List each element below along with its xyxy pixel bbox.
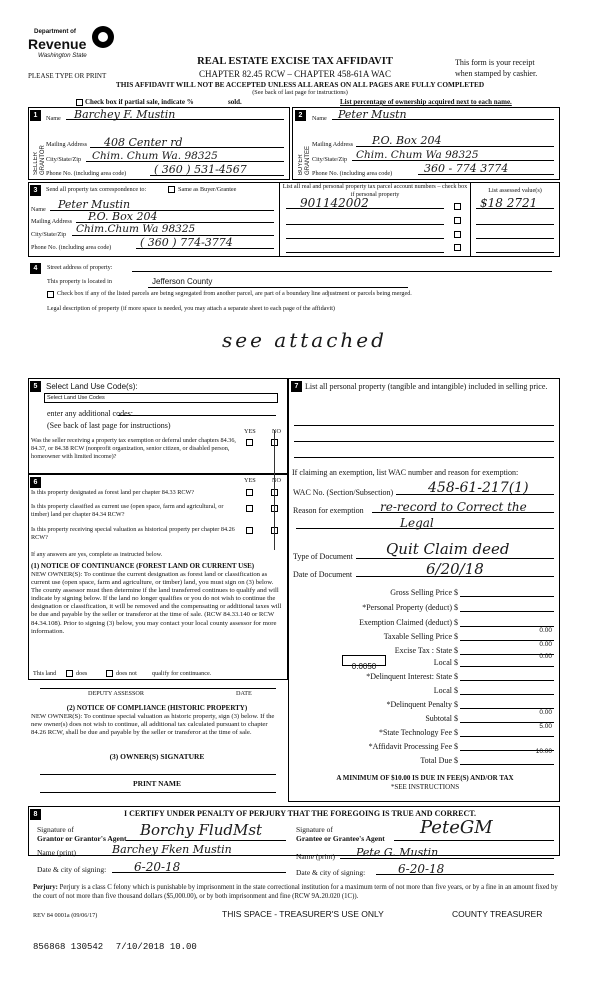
seller-phone-label: Phone No. (including area code) [46, 170, 127, 177]
gross-price-label: Gross Selling Price $ [390, 588, 458, 597]
seller-city[interactable]: Chim. Chum Wa. 98325 [92, 150, 218, 162]
additional-codes-line[interactable] [118, 405, 276, 416]
assessed-line-4 [476, 242, 554, 253]
excise-state-label: Excise Tax : State $ [394, 646, 458, 655]
perjury-note [33, 884, 558, 901]
notice-compliance-text: NEW OWNER(S): To continue special valuation as historic property, sign (3) below. If the new owner(s) does not wish to continue, all additional tax calculated pursuant to chapter 84.26 RCW, shall be due and payable by the seller or transferor at the time of sale. [31, 713, 275, 737]
receipt-note2: when stamped by cashier. [455, 69, 538, 78]
grantee-name-label: Name (print) [296, 852, 335, 861]
gross-price-line[interactable] [460, 586, 554, 597]
wac-label: WAC No. (Section/Subsection) [293, 488, 394, 497]
exemption-question: Was the seller receiving a property tax exemption or deferral under chapters 84.36, 84.37, or 84.38 RCW (nonprofit organization, senior citizen, or disabled person, homeowner with limited income)? [31, 437, 236, 460]
seller-phone[interactable]: ( 360 ) 531-4567 [154, 163, 247, 176]
same-as-buyer-label: Same as Buyer/Grantee [178, 186, 237, 193]
print-name-label: PRINT NAME [133, 779, 181, 788]
corr-city[interactable]: Chim.Chum Wa 98325 [76, 223, 196, 235]
grantee-date-label: Date & city of signing: [296, 868, 366, 877]
grantee-sig-label-2: Grantee or Grantee's Agent [296, 834, 385, 843]
section-4-badge: 4 [30, 263, 41, 274]
buyer-address[interactable]: P.O. Box 204 [372, 134, 442, 147]
forest-yes-checkbox[interactable] [246, 489, 253, 496]
does-not-checkbox[interactable] [106, 670, 113, 677]
parcel-line-2 [286, 214, 444, 225]
owner-signature-label: (3) OWNER(S) SIGNATURE [109, 752, 205, 761]
assessed-value-1[interactable]: $18 2721 [480, 196, 538, 210]
parcel-header: List all real and personal property tax parcel account numbers – check box if personal property [282, 183, 468, 198]
parcel-line-3 [286, 228, 444, 239]
buyer-side-label: BUYER GRANTEE [298, 145, 311, 175]
land-use-select[interactable] [44, 393, 278, 403]
reason-label: Reason for exemption [293, 506, 364, 515]
local-rate: 0.0050 [351, 662, 377, 671]
exemption-claimed-line[interactable] [460, 616, 554, 627]
local-value: 0.00 [539, 653, 552, 660]
qualify-label: qualify for continuance. [152, 670, 212, 677]
grantor-name-label: Name (print) [37, 848, 76, 857]
doc-date-label: Date of Document [293, 570, 353, 579]
corr-name[interactable]: Peter Mustin [58, 198, 131, 211]
grantor-date[interactable]: 6-20-18 [134, 860, 181, 874]
current-use-yes-checkbox[interactable] [246, 505, 253, 512]
historic-question: Is this property receiving special valuation as historical property per chapter 84.26 RCW? [31, 526, 235, 541]
legal-description[interactable]: see attached [222, 328, 387, 352]
section-1-badge: 1 [30, 110, 41, 121]
see-back-5: (See back of last page for instructions) [47, 421, 171, 430]
county-name: Jefferson County [152, 277, 213, 286]
wac-number[interactable]: 458-61-217(1) [428, 480, 529, 496]
personal-property-checkbox-4[interactable] [454, 244, 461, 251]
personal-property-label: List all personal property (tangible and intangible) included in selling price. [305, 382, 548, 391]
forest-question: Is this property designated as forest land per chapter 84.33 RCW? [31, 489, 195, 496]
grantor-signature: Borchy FludMst [140, 821, 263, 839]
personal-property-deduct-line[interactable] [460, 601, 554, 612]
see-back-header: (See back of last page for instructions) [252, 89, 348, 96]
see-instructions: *SEE INSTRUCTIONS [390, 783, 460, 791]
perjury-bold: Perjury: [33, 884, 58, 891]
taxable-price-value: 0.00 [539, 627, 552, 634]
grantee-name[interactable]: Pete G. Mustin [356, 846, 439, 859]
grantor-sig-label-2: Grantor or Grantor's Agent [37, 834, 127, 843]
section-2-badge: 2 [295, 110, 306, 121]
rev-number: REV 84 0001a (09/06/17) [33, 912, 98, 919]
doc-date[interactable]: 6/20/18 [426, 560, 484, 578]
form-title: REAL ESTATE EXCISE TAX AFFIDAVIT [197, 56, 393, 67]
local-rate-box [342, 655, 386, 671]
buyer-phone-label: Phone No. (including area code) [312, 170, 393, 177]
local-label: Local $ [433, 658, 458, 667]
personal-property-checkbox-1[interactable] [454, 203, 461, 210]
seller-name-label: Name [46, 115, 61, 122]
grantee-signature: PeteGM [420, 817, 493, 838]
section-5-badge: 5 [30, 381, 41, 392]
ownership-note: List percentage of ownership acquired next to each name. [340, 98, 512, 106]
owner-signature-line[interactable] [40, 774, 276, 775]
send-correspondence-label: Send all property tax correspondence to: [46, 186, 147, 193]
seller-side-label: SELLER GRANTOR [33, 145, 46, 175]
if-yes-note: If any answers are yes, complete as instructed below. [31, 551, 163, 558]
corr-address-label: Mailing Address [31, 218, 73, 225]
grantee-date[interactable]: 6-20-18 [398, 862, 445, 876]
subtotal-value: 0.00 [539, 709, 552, 716]
personal-property-checkbox-2[interactable] [454, 217, 461, 224]
exemption-yes-checkbox[interactable] [246, 439, 253, 446]
dept-line2: Revenue [28, 36, 87, 52]
delinquent-local-label: Local $ [433, 686, 458, 695]
this-land-label: This land [33, 670, 57, 677]
assessed-header: List assessed value(s) [488, 187, 542, 194]
treasurer-use: THIS SPACE - TREASURER'S USE ONLY [222, 909, 384, 919]
corr-phone-label: Phone No. (including area code) [31, 244, 112, 251]
county-treasurer: COUNTY TREASURER [452, 909, 543, 919]
total-due-line [460, 754, 554, 765]
section-3-badge: 3 [30, 185, 41, 196]
deputy-signature-line [40, 688, 276, 689]
buyer-name[interactable]: Peter Mustn [338, 108, 407, 121]
section-6-badge: 6 [30, 477, 41, 488]
warning: THIS AFFIDAVIT WILL NOT BE ACCEPTED UNLESS ALL AREAS ON ALL PAGES ARE FULLY COMPLETED [115, 80, 485, 89]
does-not-label: does not [116, 670, 137, 677]
seller-address[interactable]: 408 Center rd [104, 136, 183, 149]
does-label: does [76, 670, 88, 677]
segregated-checkbox[interactable] [47, 291, 54, 298]
seller-address-label: Mailing Address [46, 141, 88, 148]
parcel-number-1[interactable]: 901142002 [300, 196, 369, 210]
assessed-line-2 [476, 214, 554, 225]
affidavit-fee-label: *Affidavit Processing Fee $ [368, 742, 458, 751]
dept-line1: Department of [34, 28, 76, 35]
land-use-select-text: Select Land Use Codes [47, 395, 105, 401]
seller-name[interactable]: Barchey F. Mustin [74, 108, 176, 121]
does-checkbox[interactable] [66, 670, 73, 677]
buyer-name-label: Name [312, 115, 327, 122]
doc-type[interactable]: Quit Claim deed [386, 540, 510, 558]
minimum-note: A MINIMUM OF $10.00 IS DUE IN FEE(S) AND/OR TAX [336, 774, 514, 782]
no-column-mark [274, 430, 275, 550]
legal-description-label: Legal description of property (if more space is needed, you may attach a separate sheet to each page of the affidavit) [47, 305, 335, 312]
cashier-receipt-stamp: 856868 130542 7/10/2018 10.00 [33, 942, 205, 952]
perjury-text: Perjury is a class C felony which is punishable by imprisonment in the state correctional institution for a maximum term of not more than five years, or by a fine in an amount fixed by the court of not more than five thousand dollars ($5,000.00), or by both imprisonment and fine (RCW 9A.20.020 (1C)). [33, 884, 558, 900]
dept-line3: Washington State [38, 52, 87, 59]
notice-compliance-title: (2) NOTICE OF COMPLIANCE (HISTORIC PROPERTY) [66, 704, 248, 712]
segregated-label: Check box if any of the listed parcels are being segregated from another parcel, are part of a boundary line adjustment or parcels being merged. [57, 290, 412, 297]
personal-property-checkbox-3[interactable] [454, 231, 461, 238]
reason-text-2[interactable]: Legal [400, 516, 434, 530]
additional-codes-label: enter any additional codes: [47, 409, 133, 418]
notice-continuance-title: (1) NOTICE OF CONTINUANCE (FOREST LAND OR CURRENT USE) [31, 562, 255, 570]
tech-fee-value: 5.00 [539, 723, 552, 730]
total-due-label: Total Due $ [420, 756, 458, 765]
tech-fee-label: *State Technology Fee $ [378, 728, 458, 737]
delinquent-penalty-line[interactable] [460, 698, 554, 709]
buyer-city[interactable]: Chim. Chum Wa 98325 [356, 149, 479, 161]
buyer-city-label: City/State/Zip [312, 156, 348, 163]
section-7-badge: 7 [291, 381, 302, 392]
yes-label-6: YES [244, 477, 256, 484]
county-line [148, 277, 408, 288]
excise-state-value: 0.00 [539, 641, 552, 648]
certify-statement: I CERTIFY UNDER PENALTY OF PERJURY THAT THE FOREGOING IS TRUE AND CORRECT. [123, 809, 476, 818]
delinquent-local-line[interactable] [460, 684, 554, 695]
personal-property-deduct-label: *Personal Property (deduct) $ [362, 603, 458, 612]
buyer-address-label: Mailing Address [312, 141, 354, 148]
corr-phone[interactable]: ( 360 ) 774-3774 [140, 236, 233, 249]
grantor-sig-label-1: Signature of [37, 825, 74, 834]
section-8-badge: 8 [30, 809, 41, 820]
corr-address[interactable]: P.O. Box 204 [88, 210, 158, 223]
exemption-instruction: If claiming an exemption, list WAC number and reason for exemption: [292, 468, 519, 477]
deputy-assessor-label: DEPUTY ASSESSOR [88, 690, 144, 697]
street-address-label: Street address of property: [47, 264, 113, 271]
partial-sale-label: Check box if partial sale, indicate % [85, 98, 194, 106]
total-due-value: 10.00 [535, 748, 552, 755]
doc-type-label: Type of Document [293, 552, 353, 561]
same-as-buyer-checkbox[interactable] [168, 186, 175, 193]
corr-city-label: City/State/Zip [31, 231, 67, 238]
grantor-date-label: Date & city of signing: [37, 865, 107, 874]
delinquent-interest-line[interactable] [460, 670, 554, 681]
buyer-phone[interactable]: 360 - 774 3774 [424, 162, 509, 175]
sold-label: sold. [228, 98, 242, 106]
please-type: PLEASE TYPE OR PRINT [28, 72, 107, 80]
corr-name-label: Name [31, 206, 46, 213]
grantor-name[interactable]: Barchey Fken Mustin [112, 843, 232, 856]
delinquent-interest-label: *Delinquent Interest: State $ [366, 672, 458, 681]
date-label: DATE [236, 690, 252, 697]
parcel-line-4 [286, 242, 444, 253]
land-use-label: Select Land Use Code(s): [46, 382, 138, 391]
yes-label-5: YES [244, 428, 256, 435]
delinquent-penalty-label: *Delinquent Penalty $ [386, 700, 458, 709]
taxable-price-label: Taxable Selling Price $ [383, 632, 458, 641]
exemption-claimed-label: Exemption Claimed (deduct) $ [359, 618, 458, 627]
historic-yes-checkbox[interactable] [246, 527, 253, 534]
street-address-line [132, 261, 552, 272]
dor-logo [28, 26, 120, 68]
notice-continuance-text: NEW OWNER(S): To continue the current designation as forest land or classification as current use (open space, farm and agriculture, or timber) land, you must sign on (3) below. The county assessor must then determine if the land transferred continues to qualify and will indicate by signing below. If the land no longer qualifies or you do not wish to continue the designation or classification, it will be removed and the compensating or additional taxes will be due and payable by the seller or transferor at the time of sale. (RCW 84.33.140 or RCW 84.34.108). Prior to signing (3) below, you may contact your local county assessor for more information. [31, 571, 282, 635]
grantee-sig-label-1: Signature of [296, 825, 333, 834]
no-label-5: NO [272, 428, 281, 435]
seller-city-label: City/State/Zip [46, 156, 82, 163]
no-label-6: NO [272, 477, 281, 484]
form-chapter: CHAPTER 82.45 RCW – CHAPTER 458-61A WAC [199, 69, 391, 79]
assessed-line-3 [476, 228, 554, 239]
receipt-note1: This form is your receipt [455, 58, 535, 67]
located-in-label: This property is located in [47, 278, 112, 285]
reason-text-1[interactable]: re-record to Correct the [380, 500, 527, 514]
partial-sale-checkbox[interactable] [76, 99, 83, 106]
current-use-question: Is this property classified as current use (open space, farm and agricultural, or timber) land per chapter 84.34 RCW? [31, 503, 224, 518]
subtotal-label: Subtotal $ [425, 714, 458, 723]
